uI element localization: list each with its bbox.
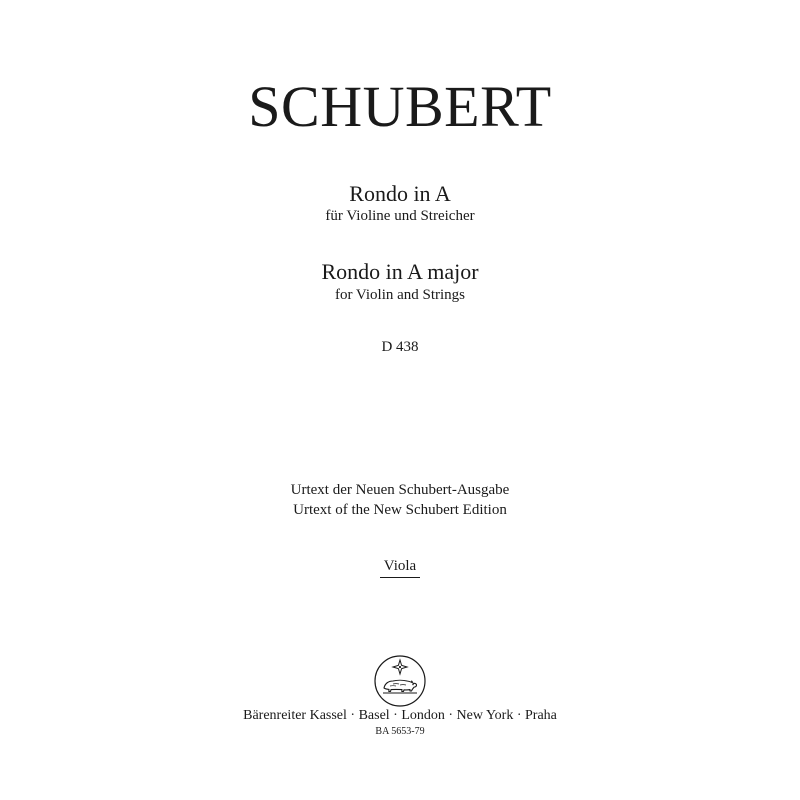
order-number: BA 5653-79 [375, 726, 425, 737]
edition-note-german: Urtext der Neuen Schubert-Ausgabe [290, 482, 510, 498]
catalog-number: D 438 [381, 339, 419, 355]
publisher-imprint: Bärenreiter Kassel · Basel · London · New York · Praha [243, 708, 557, 723]
work-title-german: Rondo in A [349, 181, 451, 206]
work-title-english: Rondo in A major [321, 259, 479, 284]
baerenreiter-bear-logo-icon [373, 654, 427, 708]
instrument-part [0, 559, 800, 578]
instrument-part-label: Viola [380, 559, 420, 578]
edition-note-english: Urtext of the New Schubert Edition [293, 502, 507, 518]
work-subtitle-english: for Violin and Strings [334, 287, 466, 303]
work-subtitle-german: für Violine und Streicher [325, 208, 475, 224]
composer-name: SCHUBERT [248, 74, 552, 139]
